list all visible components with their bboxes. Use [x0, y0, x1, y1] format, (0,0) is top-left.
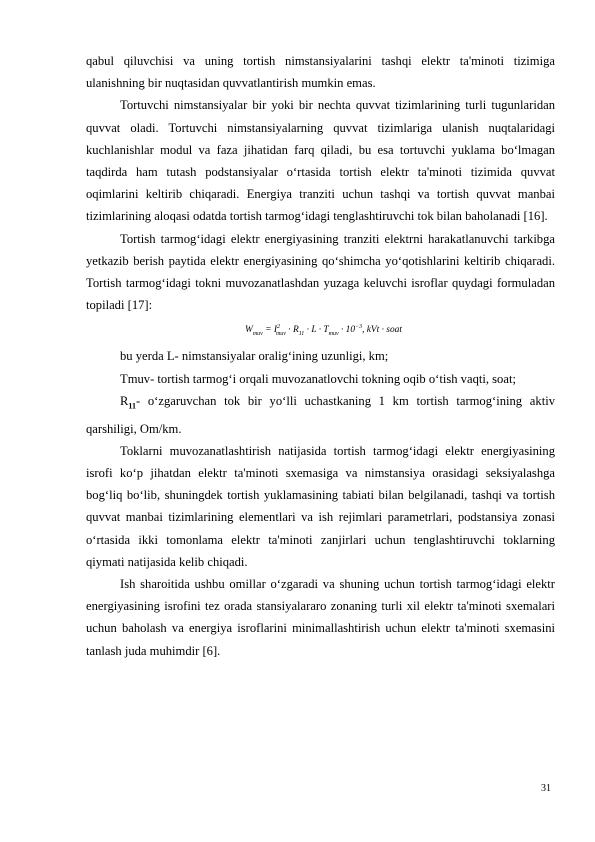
- formula-unit: , kVt · soat: [362, 325, 402, 336]
- paragraph-conclusion: Ish sharoitida ushbu omillar o‘zgaradi va shuning uchun tortish tarmog‘idagi elektr energiyasining isrofini tez orada stansiyalararo zonaning turli xil elektr ta'minoti sxemalari uchun baholash va energiya isroflarini minimallashtirish uchun elektr ta'minoti sxemasini tanlash juda muhimdir [6].: [86, 576, 555, 658]
- r-symbol: R: [120, 393, 129, 408]
- formula-w-sub: muv: [252, 331, 263, 338]
- formula-l-t: · L · T: [304, 325, 329, 336]
- formula-t-sub: muv: [328, 331, 339, 338]
- formula-w: W: [245, 325, 253, 336]
- paragraph-energy-transit: Tortish tarmog‘idagi elektr energiyasining tranziti elektrni harakatlanuvchi tarkibga yetkazib berish paytida elektr energiyasining qo‘shimcha yo‘qotishlarini keltirib chiqaradi. Tortish tarmog‘idagi tokni muvozanatlashdan yuzaga keluvchi isroflar quydagi formuladan topiladi [17]:: [86, 231, 555, 313]
- r-definition-text: - o‘zgaruvchan tok bir yo‘lli uchastkaning 1 km tortish tarmog‘ining aktiv qarshiligi, Om/km.: [86, 393, 555, 436]
- loss-formula: [86, 316, 555, 345]
- definition-tmuv: Tmuv- tortish tarmog‘i orqali muvozanatlovchi tokning oqib o‘tish vaqti, soat;: [120, 371, 516, 386]
- paragraph-balancing-currents: Toklarni muvozanatlashtirish natijasida tortish tarmog‘idagi elektr energiyasining isrofi ko‘p jihatdan elektr ta'minoti sxemasiga va nimstansiya orasidagi seksiyalashga bog‘liq bo‘lib, shuningdek tortish yuklamasining tabiati bilan belgilanadi, tashqi va tortish quvvat manbai tizimlarining elementlari va ish rejimlari parametrlari, podstansiya zonasi o‘rtasida ikki tomonlama elektr ta'minoti zanjirlari uchun tenglashtiruvchi toklarning qiymati natijasida kelib chiqadi.: [86, 443, 555, 569]
- formula-exponent: −3: [355, 324, 363, 331]
- formula-i-sup: 2: [276, 324, 280, 331]
- formula-i-sub: muv: [275, 331, 286, 338]
- formula-ten: · 10: [338, 325, 356, 336]
- paragraph-traction-substations: Tortuvchi nimstansiyalar bir yoki bir nechta quvvat tizimlarining turli tugunlaridan quvvat oladi. Tortuvchi nimstansiyalarning quvvat tizimlariga ulanish nuqtalaridagi kuchlanishlar modul va faza jihatidan farq qiladi, bu esa tortuvchi yuklama bo‘lmagan taqdirda ham tutash podstansiyalar o‘rtasida tortish elektr ta'minoti tizimida quvvat oqimlarini keltirib chiqaradi. Energiya tranziti uchun tashqi va tortish quvvat manbai tizimlarining aloqasi odatda tortish tarmog‘idagi tenglashtiruvchi tok bilan baholanadi [16].: [86, 98, 555, 224]
- page-number: 31: [541, 783, 551, 794]
- definition-l: bu yerda L- nimstansiyalar oralig‘ining uzunligi, km;: [120, 349, 389, 364]
- formula-r-sub: 11: [298, 331, 305, 338]
- paragraph-continuation: qabul qiluvchisi va uning tortish nimstansiyalarini tashqi elektr ta'minoti tizimiga ulanishning bir nuqtasidan quvvatlantirish mumkin emas.: [86, 54, 555, 91]
- formula-eq: = I: [262, 325, 277, 336]
- definition-r11: [86, 390, 555, 440]
- r-symbol-sub: 11: [128, 401, 136, 411]
- formula-r: · R: [285, 325, 299, 336]
- document-page: [86, 50, 555, 662]
